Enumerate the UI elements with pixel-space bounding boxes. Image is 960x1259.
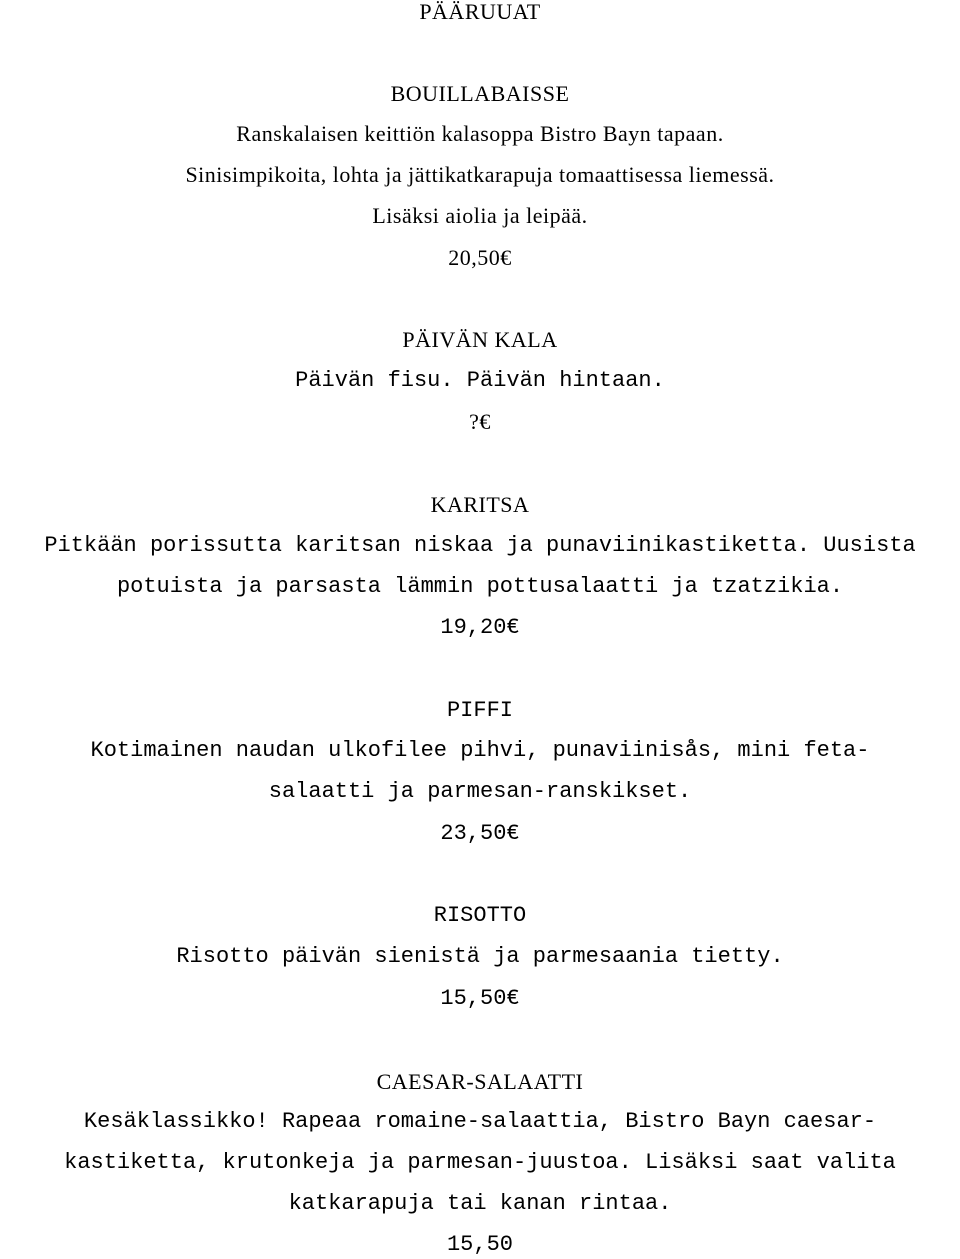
dish-price: 19,20€	[440, 615, 520, 640]
dish-description-line: Ranskalaisen keittiön kalasoppa Bistro Bayn tapaan.	[236, 121, 724, 146]
dish-description-line: kastiketta, krutonkeja ja parmesan-juustoa. Lisäksi saat valita	[64, 1150, 896, 1175]
section-title: PÄÄRUUAT	[419, 0, 541, 24]
dish-name-piffi: PIFFI	[446, 698, 513, 723]
dish-price: 15,50	[446, 1232, 513, 1257]
dish-description-line: Risotto päivän sienistä ja parmesaania tietty.	[176, 944, 784, 969]
dish-name-risotto: RISOTTO	[433, 903, 527, 928]
dish-description-line: Päivän fisu. Päivän hintaan.	[295, 368, 665, 393]
dish-price: ?€	[469, 409, 491, 434]
dish-description-line: Lisäksi aiolia ja leipää.	[372, 203, 588, 228]
dish-description-line: Kotimainen naudan ulkofilee pihvi, punaviinisås, mini feta-	[90, 738, 870, 763]
dish-name-bouillabaisse: BOUILLABAISSE	[390, 81, 570, 106]
dish-description-line: Sinisimpikoita, lohta ja jättikatkarapuja tomaattisessa liemessä.	[185, 162, 775, 187]
dish-name-caesar-salaatti: CAESAR-SALAATTI	[376, 1069, 584, 1094]
dish-description-line: Kesäklassikko! Rapeaa romaine-salaattia, Bistro Bayn caesar-	[83, 1109, 877, 1134]
dish-price: 23,50€	[440, 821, 520, 846]
dish-name-karitsa: KARITSA	[430, 492, 530, 517]
dish-description-line: salaatti ja parmesan-ranskikset.	[268, 779, 692, 804]
dish-description-line: katkarapuja tai kanan rintaa.	[288, 1191, 672, 1216]
dish-description-line: potuista ja parsasta lämmin pottusalaatti ja tzatzikia.	[116, 574, 844, 599]
dish-name-paivan-kala: PÄIVÄN KALA	[402, 327, 558, 352]
dish-price: 15,50€	[440, 986, 520, 1011]
dish-price: 20,50€	[448, 245, 512, 270]
dish-description-line: Pitkään porissutta karitsan niskaa ja punaviinikastiketta. Uusista	[44, 533, 916, 558]
